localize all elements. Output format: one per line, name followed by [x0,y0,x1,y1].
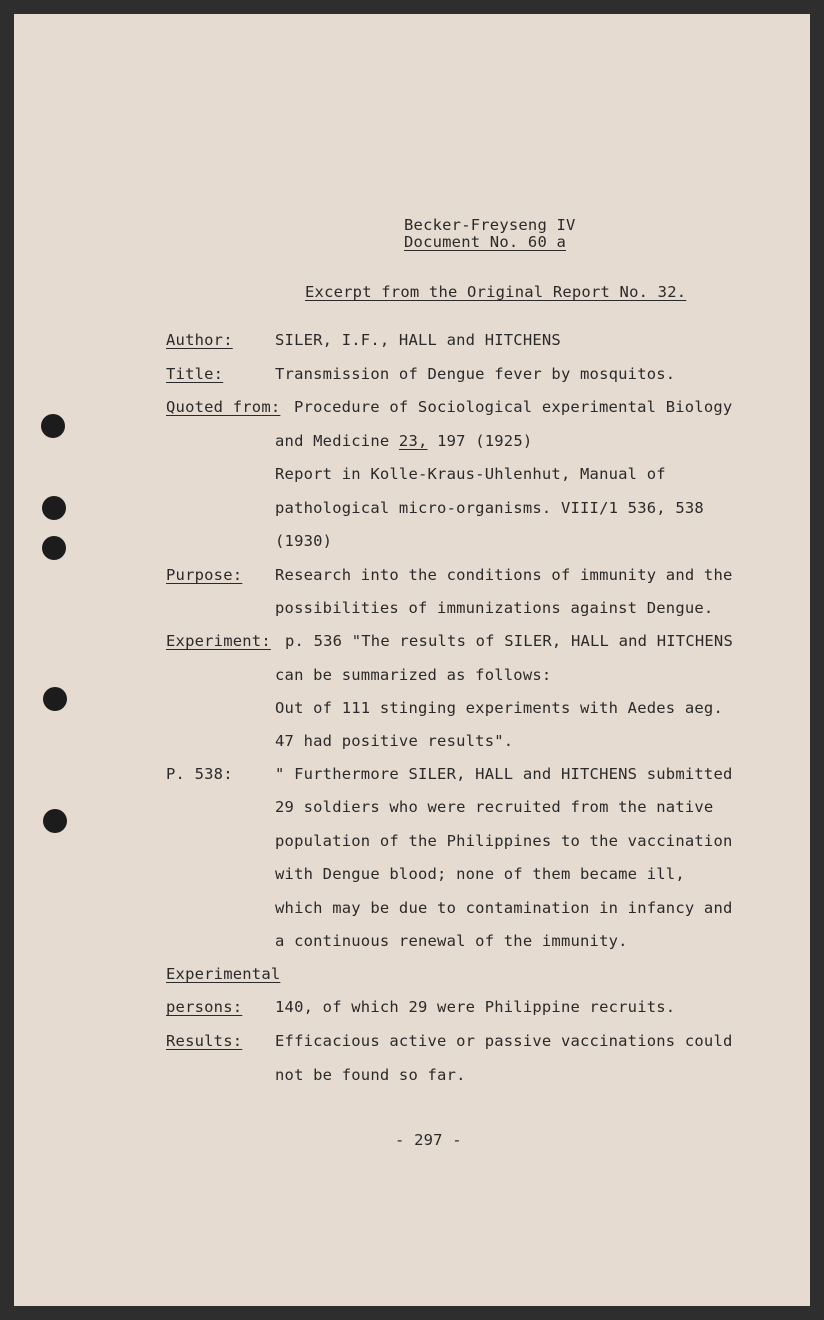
quoted-label: Quoted from: [166,398,281,416]
experiment-line: can be summarized as follows: [275,666,552,684]
p538-line: 29 soldiers who were recruited from the native [275,798,714,816]
quoted-line-prefix: and Medicine [275,432,399,450]
experiment-line: 47 had positive results". [275,732,514,750]
purpose-label: Purpose: [166,566,243,584]
p538-line: population of the Philippines to the vaccination [275,832,733,850]
p538-label: P. 538: [166,765,233,783]
quoted-line [275,431,532,451]
punch-hole [42,496,66,520]
purpose-line: possibilities of immunizations against Dengue. [275,599,714,617]
p538-line: a continuous renewal of the immunity. [275,932,628,950]
punch-hole [42,536,66,560]
document-number: Document No. 60 a [404,233,567,251]
title-value: Transmission of Dengue fever by mosquitos. [275,365,676,383]
quoted-line: Procedure of Sociological experimental Biology [294,398,733,416]
experiment-line: p. 536 "The results of SILER, HALL and HITCHENS [285,632,733,650]
quoted-line: (1930) [275,532,333,550]
experiment-line: Out of 111 stinging experiments with Aedes aeg. [275,699,723,717]
punch-hole [41,414,65,438]
punch-hole [43,809,67,833]
experimental-persons-value: 140, of which 29 were Philippine recruits. [275,998,676,1016]
p538-line: " Furthermore SILER, HALL and HITCHENS submitted [275,765,733,783]
quoted-line: Report in Kolle-Kraus-Uhlenhut, Manual of [275,465,666,483]
excerpt-title: Excerpt from the Original Report No. 32. [305,283,687,301]
document-reference: Becker-Freyseng IV [404,216,576,234]
quoted-line-suffix: 197 (1925) [427,432,533,450]
results-label: Results: [166,1032,243,1050]
volume-number: 23, [398,432,428,450]
quoted-line: pathological micro-organisms. VIII/1 536, 538 [275,499,704,517]
punch-hole [43,687,67,711]
author-value: SILER, I.F., HALL and HITCHENS [275,331,561,349]
results-line: not be found so far. [275,1066,466,1084]
author-label: Author: [166,331,233,349]
experimental-persons-label: persons: [166,998,243,1016]
title-label: Title: [166,365,224,383]
p538-line: with Dengue blood; none of them became ill, [275,865,685,883]
experimental-persons-label: Experimental [166,965,281,983]
page-number: - 297 - [395,1131,462,1149]
results-line: Efficacious active or passive vaccinations could [275,1032,733,1050]
document-page [14,14,810,1306]
purpose-line: Research into the conditions of immunity and the [275,566,733,584]
p538-line: which may be due to contamination in infancy and [275,899,733,917]
experiment-label: Experiment: [166,632,271,650]
